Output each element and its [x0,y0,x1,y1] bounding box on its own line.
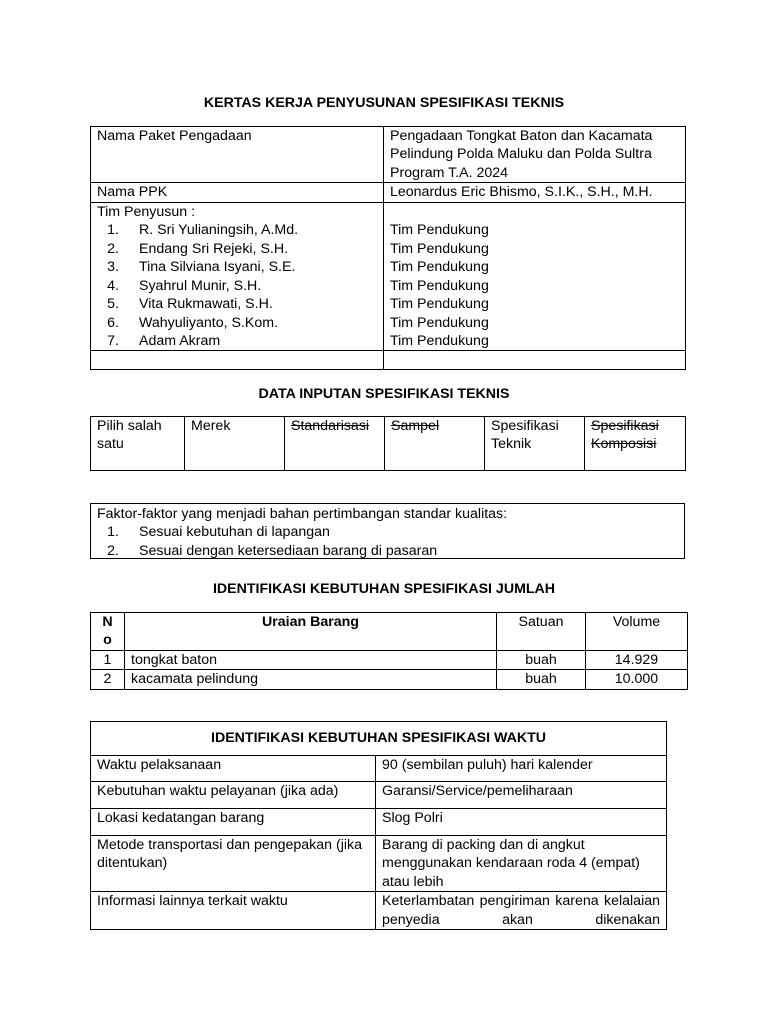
member-name: Endang Sri Rejeki, S.H. [139,240,289,257]
jumlah-table [90,612,688,690]
header-uraian: Uraian Barang [125,613,497,651]
table-row [91,836,667,892]
member-role: Tim Pendukung [390,277,489,294]
member-role: Tim Pendukung [390,259,489,276]
list-number: 3. [107,259,119,276]
tim-cell [91,202,384,351]
cell-satuan: buah [497,670,586,689]
table-row [91,417,686,471]
faktor-text: Sesuai dengan ketersediaan barang di pasaran [139,542,438,559]
list-number: 6. [107,314,119,331]
option-spesifikasi-teknik: Spesifikasi Teknik [485,417,585,471]
waktu-label: Kebutuhan waktu pelayanan (jika ada) [91,782,376,809]
member-role: Tim Pendukung [390,314,489,331]
table-title-row [91,722,667,756]
input-options-table [90,416,686,471]
section-title-jumlah: IDENTIFIKASI KEBUTUHAN SPESIFIKASI JUMLAH [212,581,556,597]
list-item [97,295,377,313]
waktu-value: Slog Polri [376,809,667,836]
member-name: R. Sri Yulianingsih, A.Md. [139,222,299,239]
list-item [97,221,377,239]
table-row [91,183,686,202]
cell-no: 2 [91,670,125,689]
list-item [97,542,678,560]
list-number: 5. [107,296,119,313]
faktor-list [97,523,678,560]
header-no-line1: N [102,614,113,630]
cell-volume: 10.000 [586,670,688,689]
waktu-title: IDENTIFIKASI KEBUTUHAN SPESIFIKASI WAKTU [91,722,667,756]
table-row [91,127,686,183]
cell-volume: 14.929 [586,651,688,670]
list-number: 7. [107,332,119,349]
table-row [91,351,686,370]
member-role: Tim Pendukung [390,296,489,313]
member-role: Tim Pendukung [390,222,489,239]
table-row [91,756,667,782]
option-sampel: Sampel [385,417,485,471]
blank-line [390,203,679,222]
list-item [97,258,377,276]
header-satuan: Satuan [497,613,586,651]
tim-member-list [97,221,377,350]
list-item [97,240,377,258]
member-name: Adam Akram [139,332,221,349]
faktor-text: Sesuai kebutuhan di lapangan [139,524,330,541]
empty-cell [384,351,686,370]
section-title-input: DATA INPUTAN SPESIFIKASI TEKNIS [258,386,510,402]
list-number: 2. [107,240,119,257]
waktu-value: Barang di packing dan di angkut menggunakan kendaraan roda 4 (empat) atau lebih [376,836,667,892]
list-item [97,523,678,541]
member-name: Wahyuliyanto, S.Kom. [139,314,279,331]
list-item [97,277,377,295]
list-item [97,314,377,332]
list-number: 1. [107,222,119,239]
waktu-label: Informasi lainnya terkait waktu [91,892,376,930]
empty-cell [91,351,384,370]
table-row [91,670,688,689]
faktor-box [90,503,685,559]
table-row [91,651,688,670]
paket-value: Pengadaan Tongkat Baton dan Kacamata Pelindung Polda Maluku dan Polda Sultra Program T.A. 2024 [384,127,686,183]
table-row [91,202,686,351]
option-pilih: Pilih salah satu [91,417,185,471]
member-name: Syahrul Munir, S.H. [139,277,262,294]
waktu-value: Garansi/Service/pemeliharaan [376,782,667,809]
header-no [91,613,125,651]
ppk-label: Nama PPK [91,183,384,202]
cell-satuan: buah [497,651,586,670]
option-spesifikasi-komposisi: Spesifikasi Komposisi [585,417,686,471]
option-merek: Merek [185,417,285,471]
table-row [91,782,667,809]
waktu-value: 90 (sembilan puluh) hari kalender [376,756,667,782]
table-row [91,892,667,930]
waktu-label: Waktu pelaksanaan [91,756,376,782]
member-name: Vita Rukmawati, S.H. [139,296,273,313]
waktu-table [90,721,667,930]
cell-uraian: kacamata pelindung [125,670,497,689]
cell-uraian: tongkat baton [125,651,497,670]
paket-label: Nama Paket Pengadaan [91,127,384,183]
cell-no: 1 [91,651,125,670]
list-number: 2. [107,542,119,559]
member-name: Tina Silviana Isyani, S.E. [139,259,296,276]
tim-label: Tim Penyusun : [97,203,196,220]
member-role: Tim Pendukung [390,333,489,350]
list-item [97,332,377,350]
faktor-heading: Faktor-faktor yang menjadi bahan pertimbangan standar kualitas: [97,506,508,522]
waktu-value: Keterlambatan pengiriman karena kelalaian penyedia akan dikenakan [376,892,667,930]
header-no-line2: o [103,632,112,649]
header-volume: Volume [586,613,688,651]
list-number: 1. [107,524,119,541]
member-role: Tim Pendukung [390,240,489,257]
list-number: 4. [107,277,119,294]
tim-roles-cell [384,202,686,351]
table-row [91,809,667,836]
page-title: KERTAS KERJA PENYUSUNAN SPESIFIKASI TEKNIS [203,95,565,111]
table-header-row [91,613,688,651]
paket-info-table [90,126,686,370]
waktu-label: Lokasi kedatangan barang [91,809,376,836]
ppk-value: Leonardus Eric Bhismo, S.I.K., S.H., M.H. [384,183,686,202]
option-standarisasi: Standarisasi [285,417,385,471]
waktu-label: Metode transportasi dan pengepakan (jika ditentukan) [91,836,376,892]
